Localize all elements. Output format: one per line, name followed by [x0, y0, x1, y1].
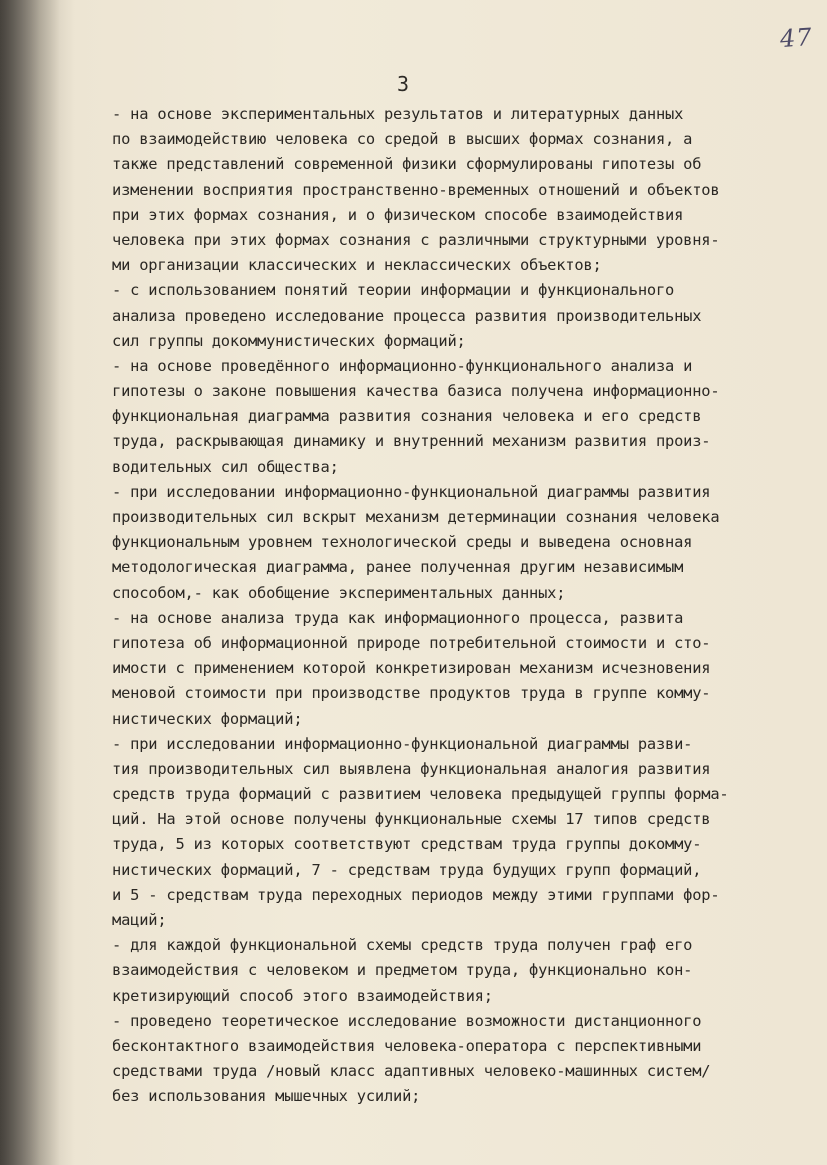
text-line: ми организации классических и неклассических объектов; — [112, 256, 602, 275]
text-line: труда, 5 из которых соответствуют средствам труда группы докомму- — [112, 835, 702, 854]
text-line: - на основе проведённого информационно-функционального анализа и — [112, 356, 693, 375]
text-line: - на основе анализа труда как информационного процесса, развита — [112, 608, 684, 627]
page-number: 3 — [397, 72, 410, 96]
text-line: функциональным уровнем технологической среды и выведена основная — [112, 533, 693, 552]
text-line: производительных сил вскрыт механизм детерминации сознания человека — [112, 508, 720, 526]
text-line: средств труда формаций с развитием человека предыдущей группы форма- — [112, 785, 729, 804]
text-line: - при исследовании информационно-функциональной диаграммы разви- — [112, 734, 693, 753]
text-line: - с использованием понятий теории информации и функционального — [112, 281, 675, 300]
text-line: водительных сил общества; — [112, 457, 339, 476]
text-line: - для каждой функциональной схемы средств труда получен граф его — [112, 936, 693, 955]
text-line: нистических формаций, 7 - средствам труда будущих групп формаций, — [112, 860, 702, 879]
text-line: методологическая диаграмма, ранее полученная другим независимым — [112, 558, 684, 577]
text-line: меновой стоимости при производстве продуктов труда в группе комму- — [112, 684, 711, 703]
text-line: маций; — [112, 911, 167, 929]
text-line: гипотезы о законе повышения качества базиса получена информационно- — [112, 382, 720, 401]
text-line: без использования мышечных усилий; — [112, 1087, 421, 1106]
text-line: труда, раскрывающая динамику и внутренний механизм развития произ- — [112, 432, 711, 451]
text-line: - при исследовании информационно-функциональной диаграммы развития — [112, 482, 711, 501]
text-line: взаимодействия с человеком и предметом труда, функционально кон- — [112, 961, 693, 980]
text-line: функциональная диаграмма развития сознания человека и его средств — [112, 407, 702, 426]
text-line: тия производительных сил выявлена функциональная аналогия развития — [112, 759, 711, 778]
body-text — [112, 102, 812, 1110]
text-line: человека при этих формах сознания с различными структурными уровня- — [112, 230, 720, 249]
text-line: при этих формах сознания, и о физическом способе взаимодействия — [112, 205, 684, 224]
text-line: сил группы докоммунистических формаций; — [112, 331, 466, 350]
text-line: - проведено теоретическое исследование возможности дистанционного — [112, 1011, 702, 1030]
text-line: - на основе экспериментальных результатов и литературных данных — [112, 105, 684, 123]
text-line: средствами труда /новый класс адаптивных человеко-машинных систем/ — [112, 1062, 711, 1081]
text-line: изменении восприятия пространственно-временных отношений и объектов — [112, 180, 720, 199]
text-line: и 5 - средствам труда переходных периодов между этими группами фор- — [112, 885, 720, 904]
text-line: нистических формаций; — [112, 709, 303, 728]
text-line: имости с применением которой конкретизирован механизм исчезновения — [112, 659, 711, 678]
text-line: ций. На этой основе получены функциональные схемы 17 типов средств — [112, 810, 711, 829]
text-line: также представлений современной физики сформулированы гипотезы об — [112, 155, 702, 174]
text-line: способом,- как обобщение экспериментальных данных; — [112, 583, 566, 602]
text-line: анализа проведено исследование процесса развития производительных — [112, 306, 702, 325]
text-line: бесконтактного взаимодействия человека-оператора с перспективными — [112, 1036, 702, 1055]
text-line: гипотеза об информационной природе потребительной стоимости и сто- — [112, 633, 711, 652]
text-line: по взаимодействию человека со средой в высших формах сознания, а — [112, 130, 693, 149]
binding-shadow — [0, 0, 60, 1165]
text-line: кретизирующий способ этого взаимодействия; — [112, 986, 493, 1005]
handwritten-page-mark: 47 — [779, 22, 814, 54]
